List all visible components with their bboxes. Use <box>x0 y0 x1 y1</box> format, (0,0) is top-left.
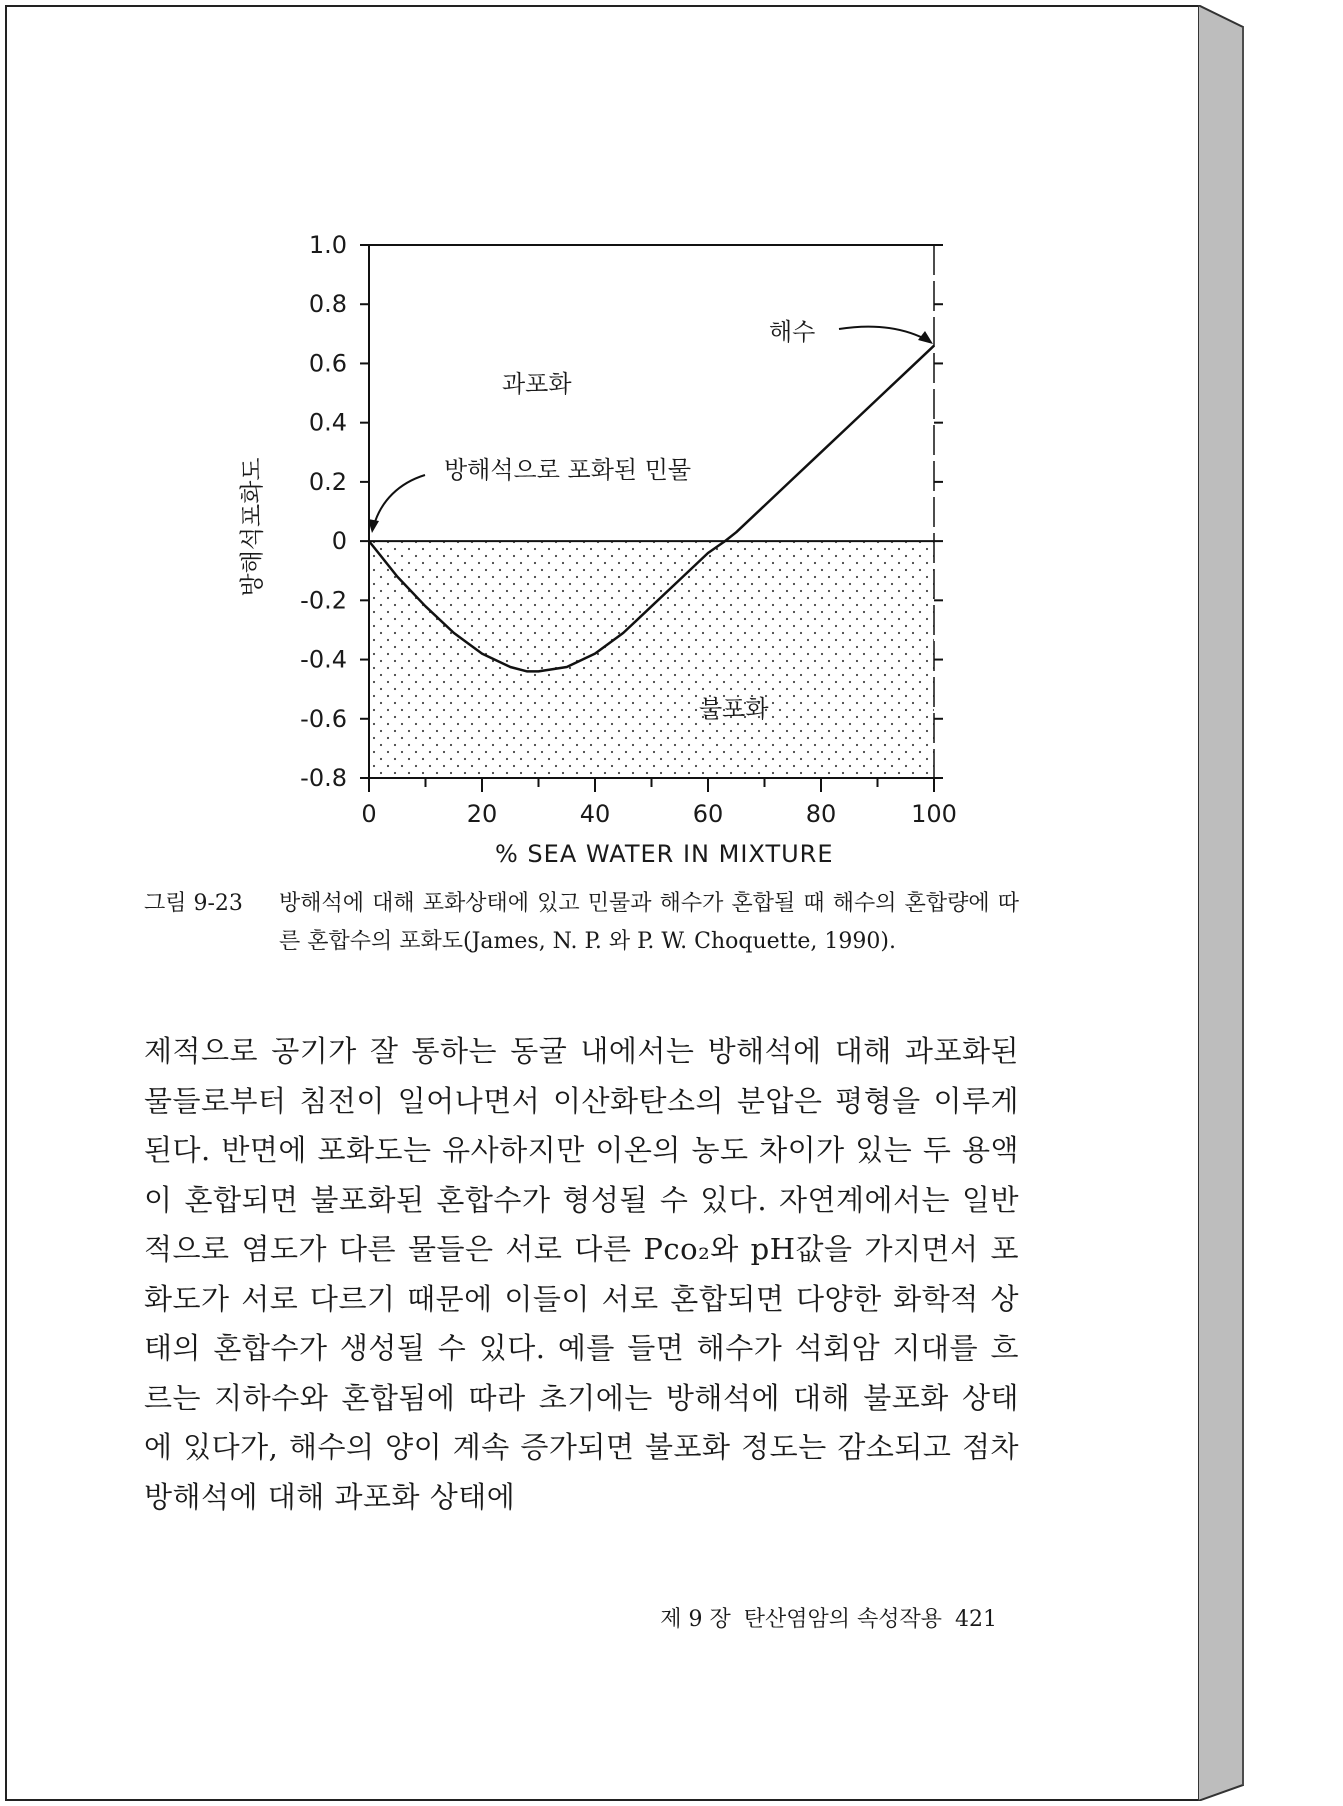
y-tick-label: 0 <box>331 527 347 556</box>
x-tick-label: 100 <box>911 800 957 828</box>
freshwater-label: 방해석으로 포화된 민물 <box>444 456 692 484</box>
x-tick-label: 0 <box>361 800 377 828</box>
y-tick-label: 0.2 <box>308 467 347 496</box>
caption-text: 방해석에 대해 포화상태에 있고 민물과 해수가 혼합될 때 해수의 혼합량에 따른 혼합수의 포화도(James, N. P. 와 P. W. Choquette, 1990). <box>279 891 1019 954</box>
y-tick-label: 1.0 <box>308 231 347 259</box>
y-tick-label: -0.6 <box>300 704 347 733</box>
x-tick-label: 60 <box>692 800 724 828</box>
saturation-chart <box>7 7 1207 907</box>
seawater-label: 해수 <box>769 318 816 346</box>
seawater-arrowhead <box>918 331 933 344</box>
x-tick-label: 20 <box>466 800 498 828</box>
supersaturated-label: 과포화 <box>502 370 572 398</box>
footer-chapter-title: 탄산염암의 속성작용 <box>743 1607 942 1632</box>
caption-label: 그림 9-23 <box>144 891 243 916</box>
y-tick-label: 0.6 <box>308 349 347 378</box>
page-number: 421 <box>955 1607 997 1632</box>
y-tick-label: -0.4 <box>300 645 347 674</box>
footer-chapter: 제 9 장 <box>660 1607 731 1632</box>
body-paragraph: 제적으로 공기가 잘 통하는 동굴 내에서는 방해석에 대해 과포화된 물들로부터 침전이 일어나면서 이산화탄소의 분압은 평형을 이루게 된다. 반면에 포화도는 유사하지만 이온의 농도 차이가 있는 두 용액이 혼합되면 불포화된 혼합수가 형성될 수 있다. 자연계에서는 일반적으로 염도가 다른 물들은 서로 다른 Pco₂와 pH값을 가지면서 포화도가 서로 다르기 때문에 이들이 서로 혼합되면 다양한 화학적 상태의 혼합수가 생성될 수 있다. 예를 들면 해수가 석회암 지대를 흐르는 지하수와 혼합됨에 따라 초기에는 방해석에 대해 불포화 상태에 있다가, 해수의 양이 계속 증가되면 불포화 정도는 감소되고 점차 방해석에 대해 과포화 상태에 <box>144 1034 1019 1514</box>
y-axis-title: 방해석포화도 <box>238 457 266 597</box>
y-tick-label: -0.8 <box>300 764 347 792</box>
y-tick-label: 0.4 <box>308 408 347 437</box>
freshwater-arrow <box>374 475 425 525</box>
undersaturated-region <box>369 541 934 778</box>
y-tick-label: 0.8 <box>308 290 347 319</box>
page-footer <box>587 1602 997 1633</box>
undersaturated-label: 불포화 <box>699 695 769 723</box>
y-tick-label: -0.2 <box>300 586 347 615</box>
page-edge-shadow <box>1198 5 1328 1801</box>
seawater-arrow <box>839 327 929 341</box>
book-page <box>5 5 1200 1801</box>
x-tick-label: 80 <box>805 800 837 828</box>
x-axis-title: % SEA WATER IN MIXTURE <box>495 840 834 868</box>
figure-caption <box>144 885 1019 961</box>
x-tick-label: 40 <box>579 800 611 828</box>
